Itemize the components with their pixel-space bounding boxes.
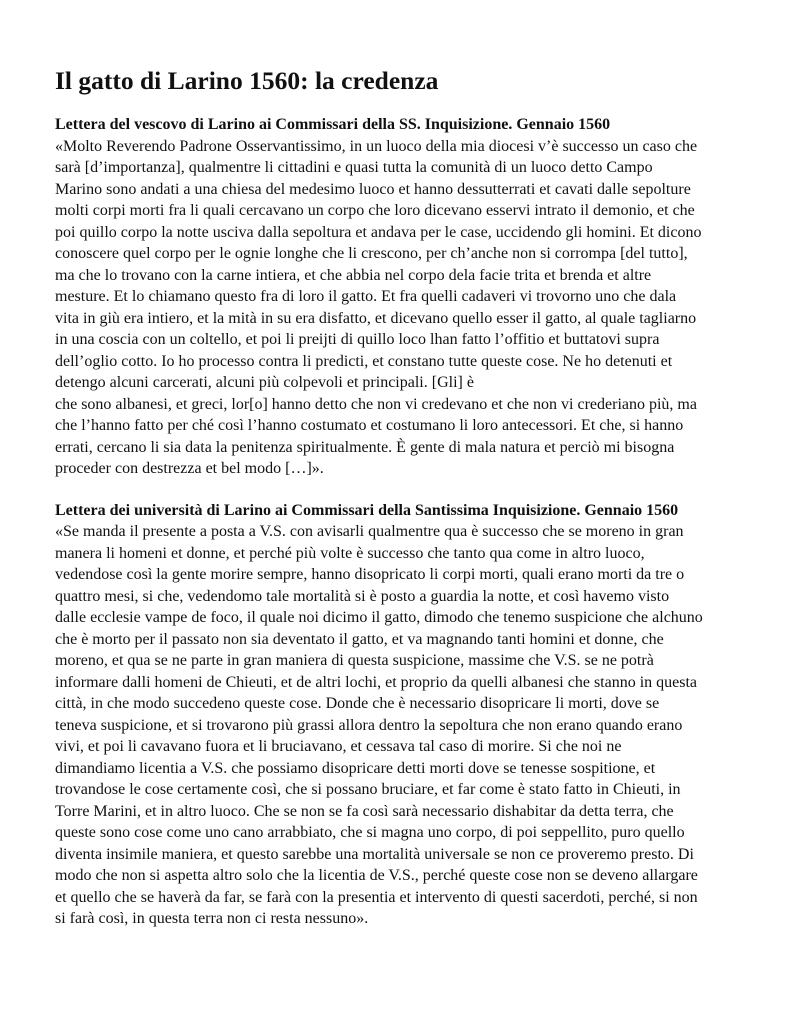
text-line: si farà così, in questa terra non ci resta nessuno». [55, 910, 369, 927]
text-line: che l’hanno fatto per ché così l’hanno costumato et costumano li loro antecessori. Et che, si hanno [55, 417, 684, 434]
text-line: errati, cercano li sia data la penitenza spiritualmente. È gente di mala natura et perciò mi bisogna [55, 438, 675, 456]
text-line: proceder con destrezza et bel modo […]». [55, 460, 324, 477]
text-line: Marino sono andati a una chiesa del medesimo luoco et hanno dessutterrati et cavati dalle sepolture [55, 180, 691, 198]
letter-university-body [55, 521, 745, 930]
text-line: manera li homeni et donne, et perché più volte è successo che tanto qua come in altro luoco, [55, 544, 645, 562]
text-line: vedendose così la gente morire sempre, hanno disopricato li corpi morti, quali erano morti da tre o [55, 566, 685, 583]
letter-university-heading: Lettera dei università di Larino ai Commissari della Santissima Inquisizione. Gennaio 1560 [55, 501, 679, 519]
text-line: vita in giù era intiero, et la mità in su era disfatto, et dicevano quello esser il gatto, al quale tagliarno [55, 309, 697, 327]
text-line: modo che non si aspetta altro solo che la licentia de V.S., perché queste cose non se deveno allargare [55, 867, 698, 884]
letter-university [55, 500, 745, 930]
text-line: informare dalli homeni de Chieuti, et de altri lochi, et proprio da quelli albanesi che stanno in questa [55, 673, 698, 691]
text-line: dalle ecclesie vampe de foco, il quale noi dicimo il gatto, dimodo che tenemo suspicione che alchuno [55, 609, 703, 626]
text-line: in una coscia con un coltello, et poi li preijti di quillo loco lhan fatto l’offitio et buttatovi supra [55, 331, 660, 348]
text-line: vivi, et poi li cavavano fuora et li bruciavano, et cessava tal caso di morire. Si che noi ne [55, 738, 622, 755]
text-line: che sono albanesi, et greci, lor[o] hanno detto che non vi credevano et che non vi crederiano più, ma [55, 395, 697, 413]
text-line: conoscere quel corpo per le ognie longhe che li crescono, per ch’anche non si corrompa [del tutto], [55, 245, 688, 262]
text-line: detengo alcuni carcerati, alcuni più colpevoli et principali. [Gli] è [55, 374, 474, 391]
text-line: quattro mesi, si che, vedendomo tale mortalità si è posto a guardia la notte, et così havemo visto [55, 587, 670, 605]
letter-bishop-heading: Lettera del vescovo di Larino ai Commissari della SS. Inquisizione. Gennaio 1560 [55, 116, 611, 133]
letter-bishop-body [55, 136, 745, 480]
text-line: teneva suspicione, et si trovarono più grassi allora dentro la sepoltura che non erano quando erano [55, 716, 683, 734]
text-line: Torre Marini, et in altro luoco. Che se non se fa così sarà necessario dishabitar da detta terra, che [55, 802, 674, 820]
text-line: mesture. Et lo chiamano questo fra di loro il gatto. Et fra quelli cadaveri vi trovorno uno che dala [55, 288, 677, 305]
text-line: ma che lo trovano con la carne intiera, et che abbia nel corpo dela facie trita et brenda et altre [55, 266, 652, 284]
text-line: dell’oglio cotto. Io ho processo contra li predicti, et constano tutte queste cose. Ne ho detenuti et [55, 352, 673, 370]
text-line: trovandose le cose certamente così, che si possano bruciare, et far come è stato fatto in Chieuti, in [55, 781, 681, 798]
text-line: dimandiamo licentia a V.S. che possiamo disopricare detti morti dove se tenesse sospitione, et [55, 759, 656, 777]
text-line: «Molto Reverendo Padrone Osservantissimo, in un luoco della mia diocesi v’è successo un caso che [55, 137, 698, 155]
text-line: moreno, et qua se ne parte in gran maniera di questa suspicione, massime che V.S. se ne potrà [55, 652, 654, 669]
text-line: poi quillo corpo la notte usciva dalla sepoltura et andava per le case, uccidendo gli homini. Et dicono [55, 223, 702, 241]
text-line: sarà [d’importanza], qualmentre li cittadini e quasi tutta la comunità di un luoco detto Campo [55, 159, 653, 176]
text-line: diventa insimile maniera, et questo sarebbe una mortalità universale se non ce proveremo presto. Di [55, 845, 694, 863]
text-line: queste sono cose come uno cano arrabbiato, che si magna uno corpo, di poi seppellito, puro quello [55, 824, 685, 841]
letter-bishop [55, 114, 745, 480]
page-title: Il gatto di Larino 1560: la credenza [55, 66, 439, 95]
text-line: molti corpi morti fra li quali cercavano un corpo che loro dicevano esservi intrato il demonio, et che [55, 202, 695, 219]
text-line: città, in che modo succedeno queste cose. Donde che è necessario disopricare li morti, dove se [55, 695, 660, 712]
text-line: che è morto per il passato non sia deventato il gatto, et va magnando tanti homini et donne, che [55, 630, 664, 648]
document-page [55, 66, 745, 950]
text-line: et quello che se haverà da far, se farà con la presentia et intervento di questi sacerdoti, perché, si non [55, 888, 698, 906]
text-line: «Se manda il presente a posta a V.S. con avisarli qualmentre qua è successo che se moreno in gran [55, 523, 684, 540]
